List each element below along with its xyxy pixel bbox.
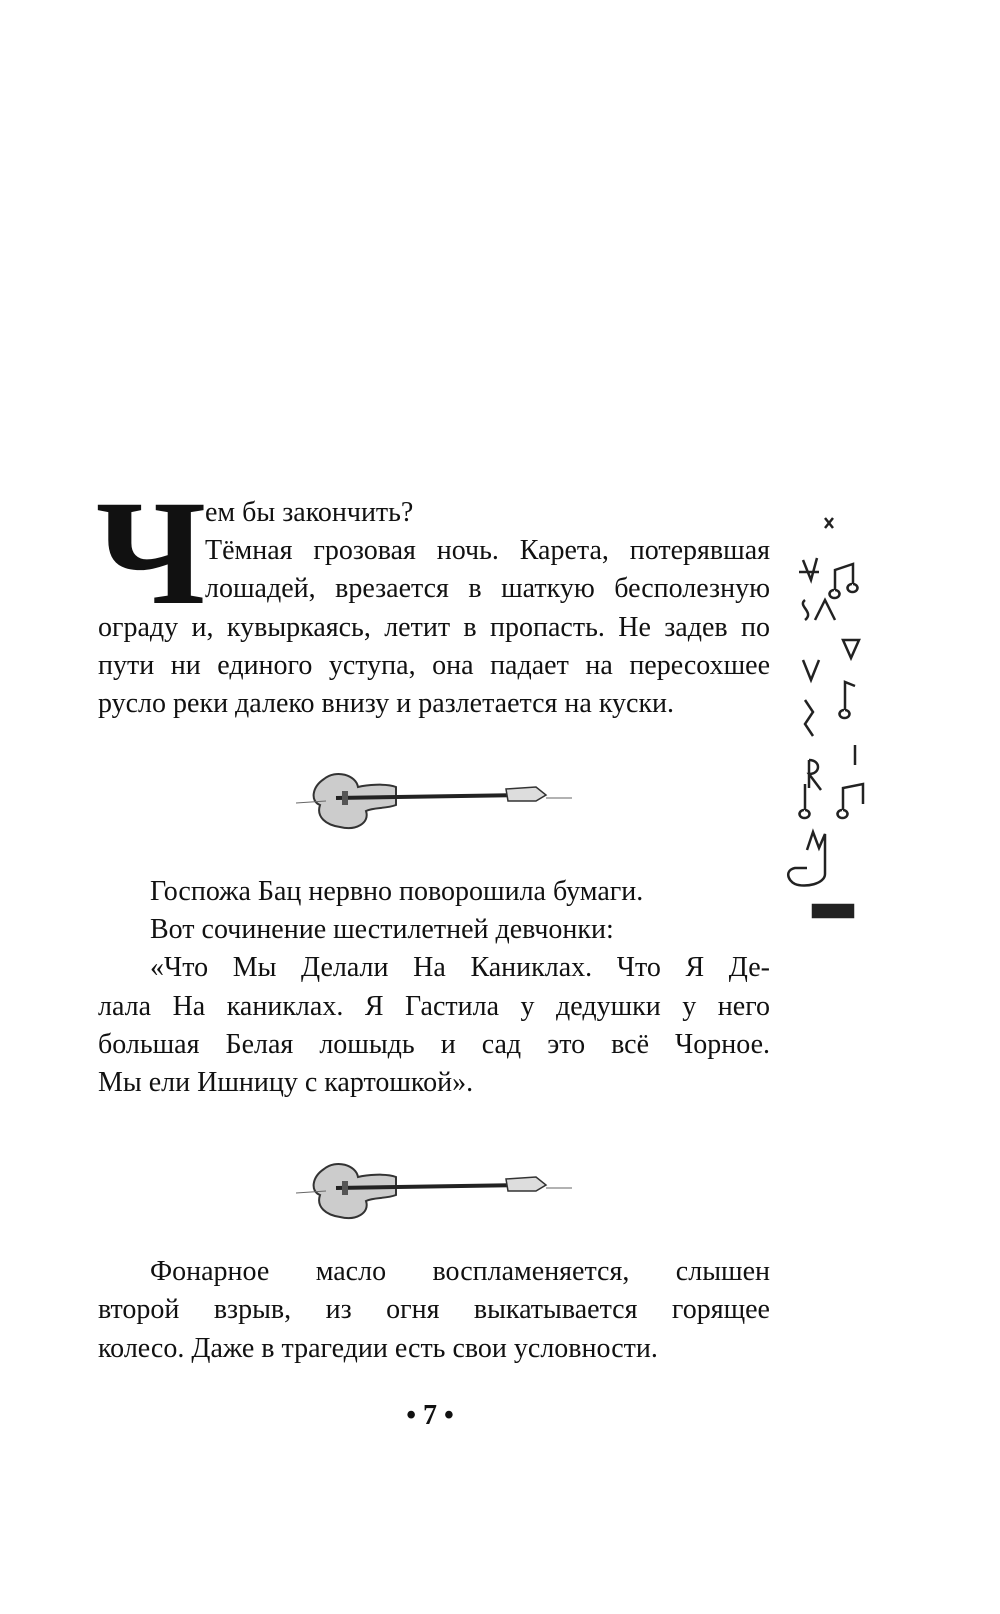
drop-cap: Ч — [96, 470, 207, 636]
page-number: • 7 • — [406, 1400, 454, 1431]
text-line: пути ни единого уступа, она падает на пересохшее — [98, 650, 770, 681]
text-line: ограду и, кувыркаясь, летит в пропасть. Не задев по — [98, 612, 770, 643]
text-line: ем бы закончить? — [205, 497, 414, 528]
text-line: Фонарное масло воспламеняется, слышен — [150, 1256, 770, 1287]
text-line: «Что Мы Делали На Каниклах. Что Я Де- — [150, 952, 770, 983]
text-line: лошадей, врезается в шаткую бесполезную — [205, 573, 770, 604]
text-line: Вот сочинение шестилетней девчонки: — [150, 914, 614, 945]
text-line: Тёмная грозовая ночь. Карета, потерявшая — [205, 535, 770, 566]
text-line: второй взрыв, из огня выкатывается горящее — [98, 1294, 770, 1325]
guitar-ornament-icon — [296, 765, 576, 835]
text-line: русло реки далеко внизу и разлетается на куски. — [98, 688, 675, 719]
text-line: Госпожа Бац нервно поворошила бумаги. — [150, 876, 644, 907]
text-line: большая Белая лошыдь и сад это всё Чорное. — [98, 1029, 770, 1060]
text-line: Мы ели Ишницу с картошкой». — [98, 1067, 474, 1098]
music-notes-rock-hand-icon — [785, 510, 880, 940]
guitar-ornament-icon — [296, 1155, 576, 1225]
text-line: лала На каниклах. Я Гастила у дедушки у него — [98, 991, 770, 1022]
text-line: колесо. Даже в трагедии есть свои условности. — [98, 1333, 658, 1364]
